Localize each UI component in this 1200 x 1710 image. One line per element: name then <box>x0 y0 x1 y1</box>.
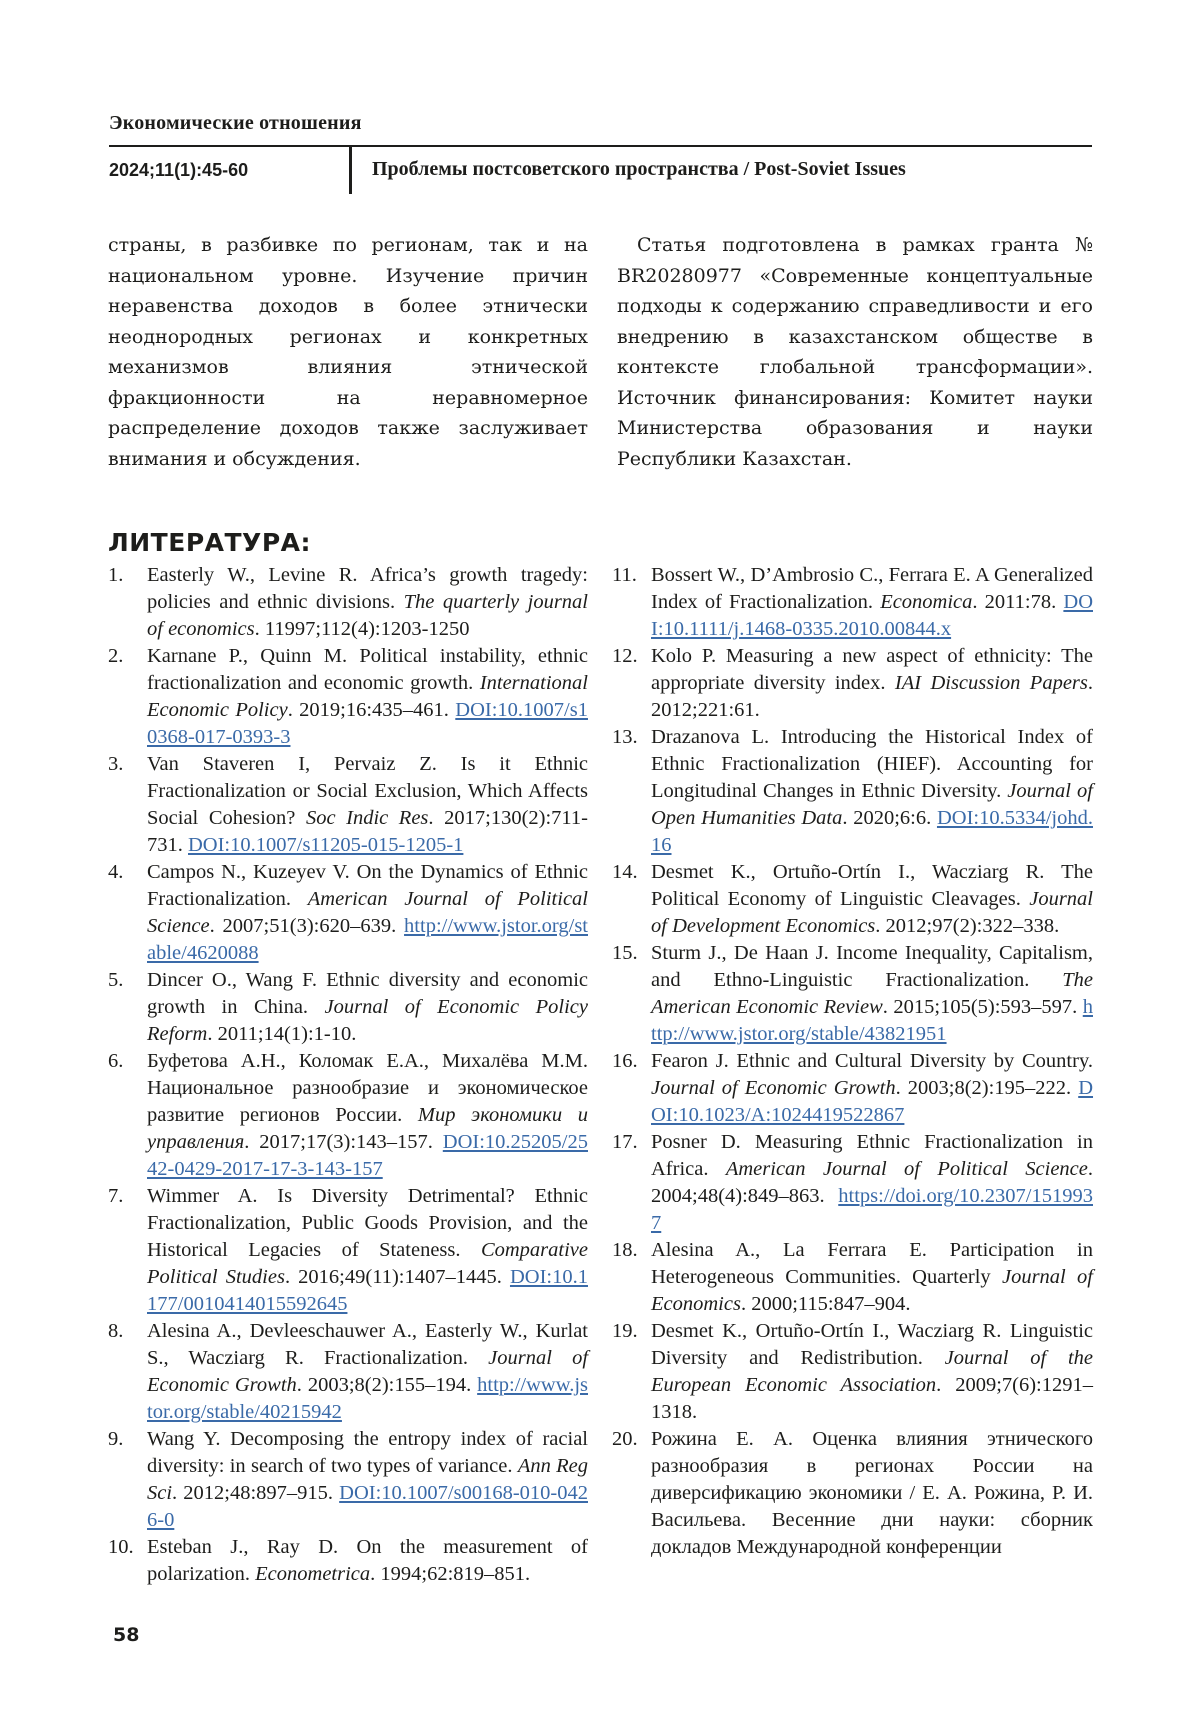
reference-item <box>612 562 1093 643</box>
reference-authors-title: Kolo P. Measuring a new aspect of ethnicity: The appropriate diversity index. <box>651 645 1093 694</box>
reference-details: . 2017;17(3):143–157. <box>244 1131 443 1153</box>
funding-paragraph: Статья подготовлена в рамках гранта № BR20280977 «Современные концептуальные подходы к содержанию справедливости и его внедрению в казахстанском обществе в контексте глобальной трансформации». Источник финансирования: Комитет науки Министерства образования и науки Республики Казахстан. <box>617 234 1093 470</box>
references-list-right <box>612 562 1093 1561</box>
reference-details: . 2009;7(6):1291–1318. <box>651 1374 1093 1423</box>
reference-number: 15. <box>612 942 638 964</box>
reference-details: . 2011:78. <box>972 591 1064 613</box>
reference-link[interactable]: DOI:10.1007/s11205-015-1205-1 <box>188 834 464 856</box>
reference-authors-title: Рожина Е. А. Оценка влияния этнического разнообразия в регионах России на диверсификацию экономики / Е. А. Рожина, Р. И. Васильева. Весенние дни науки: сборник докладов Международной конференции <box>651 1428 1093 1558</box>
references-heading: ЛИТЕРАТУРА: <box>108 528 311 557</box>
reference-details: . 1994;62:819–851. <box>370 1563 531 1585</box>
reference-authors-title: Posner D. Measuring Ethnic Fractionalization in Africa. <box>651 1131 1093 1180</box>
reference-item <box>108 1048 588 1183</box>
reference-number: 6. <box>108 1050 124 1072</box>
reference-item <box>612 1237 1093 1318</box>
reference-number: 7. <box>108 1185 124 1207</box>
reference-text <box>147 1183 588 1318</box>
reference-number: 17. <box>612 1131 638 1153</box>
reference-text <box>651 643 1093 724</box>
reference-authors-title: Van Staveren I, Pervaiz Z. Is it Ethnic Fractionalization or Social Exclusion, Which Affects Social Cohesion? <box>147 753 588 829</box>
reference-number: 4. <box>108 861 124 883</box>
reference-item <box>108 643 588 751</box>
reference-text <box>147 967 588 1048</box>
reference-number: 5. <box>108 969 124 991</box>
reference-number: 1. <box>108 564 124 586</box>
reference-text <box>651 1237 1093 1318</box>
reference-item <box>108 1183 588 1318</box>
reference-link[interactable]: DOI:10.1007/s10368-017-0393-3 <box>147 699 588 748</box>
reference-journal: Comparative Political Studies <box>147 1239 588 1288</box>
reference-details: . 2007;51(3):620–639. <box>209 915 405 937</box>
header-rule <box>109 145 1092 147</box>
reference-details: . 2012;221:61. <box>651 672 1093 721</box>
reference-number: 10. <box>108 1536 134 1558</box>
reference-details: . 2019;16:435–461. <box>287 699 456 721</box>
reference-journal: Journal of Economic Growth <box>651 1077 896 1099</box>
reference-number: 19. <box>612 1320 638 1342</box>
reference-details: . 2000;115:847–904. <box>740 1293 911 1315</box>
body-paragraph-left: страны, в разбивке по регионам, так и на национальном уровне. Изучение причин неравенства доходов в более этнически неоднородных регионах и конкретных механизмов влияния этнической фракционности на неравномерное распределение доходов также заслуживает внимания и обсуждения. <box>108 234 588 470</box>
page-number: 58 <box>113 1624 140 1646</box>
reference-text <box>147 643 588 751</box>
reference-details: . 2012;48:897–915. <box>172 1482 340 1504</box>
reference-journal: International Economic Policy <box>147 672 588 721</box>
reference-item <box>108 859 588 967</box>
reference-number: 11. <box>612 564 637 586</box>
reference-item <box>108 967 588 1048</box>
reference-authors-title: Campos N., Kuzeyev V. On the Dynamics of Ethnic Fractionalization. <box>147 861 588 910</box>
reference-journal: Soc Indic Res <box>305 807 429 829</box>
reference-text <box>147 859 588 967</box>
reference-item <box>612 1048 1093 1129</box>
reference-journal: Journal of Economic Growth <box>147 1347 589 1396</box>
reference-text <box>651 1048 1093 1129</box>
reference-journal: Journal of the European Economic Association <box>651 1347 1093 1396</box>
reference-journal: Journal of Economic Policy Reform <box>147 996 588 1045</box>
reference-item <box>612 643 1093 724</box>
reference-link[interactable]: DOI:10.25205/2542-0429-2017-17-3-143-157 <box>147 1131 588 1180</box>
reference-item <box>612 859 1093 940</box>
reference-item <box>612 724 1093 859</box>
reference-number: 13. <box>612 726 638 748</box>
reference-link[interactable]: DOI:10.1111/j.1468-0335.2010.00844.x <box>651 591 1093 640</box>
reference-text <box>147 1048 588 1183</box>
reference-text <box>651 1318 1093 1426</box>
reference-item <box>612 1426 1093 1561</box>
reference-text <box>147 562 588 643</box>
reference-number: 9. <box>108 1428 124 1450</box>
reference-details: . 2020;6:6. <box>842 807 937 829</box>
reference-link[interactable]: DOI:10.1007/s00168-010-0426-0 <box>147 1482 588 1531</box>
reference-authors-title: Karnane P., Quinn M. Political instability, ethnic fractionalization and economic growth. <box>147 645 588 694</box>
reference-authors-title: Esteban J., Ray D. On the measurement of polarization. <box>147 1536 588 1585</box>
reference-text <box>147 1318 588 1426</box>
reference-number: 12. <box>612 645 638 667</box>
reference-authors-title: Easterly W., Levine R. Africa’s growth tragedy: policies and ethnic divisions. <box>147 564 588 613</box>
reference-journal: American Journal of Political Science <box>147 888 588 937</box>
reference-journal: The American Economic Review <box>651 969 1093 1018</box>
reference-item <box>108 751 588 859</box>
reference-link[interactable]: http://www.jstor.org/stable/43821951 <box>651 996 1093 1045</box>
reference-journal: Journal of Development Economics <box>651 888 1093 937</box>
reference-text <box>651 562 1093 643</box>
reference-link[interactable]: DOI:10.5334/johd.16 <box>651 807 1093 856</box>
reference-number: 16. <box>612 1050 638 1072</box>
reference-text <box>147 751 588 859</box>
reference-item <box>612 1129 1093 1237</box>
reference-authors-title: Wimmer A. Is Diversity Detrimental? Ethnic Fractionalization, Public Goods Provision, and the Historical Legacies of Stateness. <box>147 1185 588 1261</box>
reference-item <box>108 1426 588 1534</box>
reference-item <box>612 1318 1093 1426</box>
reference-journal: American Journal of Political Science <box>725 1158 1088 1180</box>
reference-journal: Ann Reg Sci <box>147 1455 588 1504</box>
reference-link[interactable]: DOI:10.1177/0010414015592645 <box>147 1266 588 1315</box>
reference-text <box>651 1426 1093 1561</box>
reference-details: . 11997;112(4):1203-1250 <box>254 618 470 640</box>
reference-authors-title: Alesina A., La Ferrara E. Participation in Heterogeneous Communities. Quarterly <box>651 1239 1093 1288</box>
reference-journal: Мир экономики и управления <box>147 1104 588 1153</box>
reference-details: . 2004;48(4):849–863. <box>651 1158 1093 1207</box>
reference-number: 14. <box>612 861 638 883</box>
reference-details: . 2017;130(2):711-731. <box>147 807 588 856</box>
reference-item <box>108 562 588 643</box>
reference-text <box>651 859 1093 940</box>
reference-link[interactable]: https://doi.org/10.2307/1519937 <box>651 1185 1093 1234</box>
reference-number: 3. <box>108 753 124 775</box>
issue-label: 2024;11(1):45-60 <box>109 160 249 180</box>
reference-link[interactable]: DOI:10.1023/A:1024419522867 <box>651 1077 1094 1126</box>
reference-text <box>147 1534 588 1588</box>
reference-link[interactable]: http://www.jstor.org/stable/4620088 <box>147 915 588 964</box>
reference-authors-title: Буфетова А.Н., Коломак Е.А., Михалёва М.М. Национальное разнообразие и экономическое развитие регионов России. <box>147 1050 588 1126</box>
references-list-left <box>108 562 588 1588</box>
reference-details: . 2012;97(2):322–338. <box>875 915 1060 937</box>
reference-authors-title: Sturm J., De Haan J. Income Inequality, Capitalism, and Ethno-Linguistic Fractionalization. <box>651 942 1093 991</box>
reference-text <box>147 1426 588 1534</box>
reference-details: . 2016;49(11):1407–1445. <box>284 1266 510 1288</box>
reference-number: 18. <box>612 1239 638 1261</box>
reference-authors-title: Dincer O., Wang F. Ethnic diversity and economic growth in China. <box>147 969 588 1018</box>
reference-journal: IAI Discussion Papers <box>894 672 1088 694</box>
reference-text <box>651 940 1093 1048</box>
reference-authors-title: Alesina A., Devleeschauwer A., Easterly W., Kurlat S., Wacziarg R. Fractionalization. <box>147 1320 588 1369</box>
journal-title: Проблемы постсоветского пространства / Post-Soviet Issues <box>372 158 906 180</box>
reference-authors-title: Bossert W., D’Ambrosio C., Ferrara E. A Generalized Index of Fractionalization. <box>651 564 1093 613</box>
reference-number: 20. <box>612 1428 638 1450</box>
reference-journal: Journal of Economics <box>651 1266 1093 1315</box>
reference-journal: Journal of Open Humanities Data <box>651 780 1093 829</box>
reference-journal: Economica <box>880 591 973 613</box>
reference-item <box>108 1534 588 1588</box>
header-divider <box>349 147 352 194</box>
reference-link[interactable]: http://www.jstor.org/stable/40215942 <box>147 1374 588 1423</box>
reference-details: . 2003;8(2):195–222. <box>895 1077 1079 1099</box>
reference-text <box>651 724 1093 859</box>
reference-authors-title: Drazanova L. Introducing the Historical Index of Ethnic Fractionalization (HIEF). Accounting for Longitudinal Changes in Ethnic Diversity. <box>651 726 1093 802</box>
reference-authors-title: Fearon J. Ethnic and Cultural Diversity by Country. <box>651 1050 1093 1072</box>
reference-details: . 2003;8(2):155–194. <box>296 1374 478 1396</box>
reference-authors-title: Wang Y. Decomposing the entropy index of racial diversity: in search of two types of variance. <box>147 1428 588 1477</box>
reference-item <box>612 940 1093 1048</box>
reference-item <box>108 1318 588 1426</box>
reference-journal: Econometrica <box>255 1563 371 1585</box>
reference-authors-title: Desmet K., Ortuño-Ortín I., Wacziarg R. Linguistic Diversity and Redistribution. <box>651 1320 1093 1369</box>
reference-number: 8. <box>108 1320 124 1342</box>
reference-details: . 2011;14(1):1-10. <box>207 1023 357 1045</box>
reference-text <box>651 1129 1093 1237</box>
reference-details: . 2015;105(5):593–597. <box>882 996 1083 1018</box>
reference-number: 2. <box>108 645 124 667</box>
section-label: Экономические отношения <box>109 112 362 134</box>
reference-journal: The quarterly journal of economics <box>147 591 588 640</box>
reference-authors-title: Desmet K., Ortuño-Ortín I., Wacziarg R. The Political Economy of Linguistic Cleavages. <box>651 861 1093 910</box>
